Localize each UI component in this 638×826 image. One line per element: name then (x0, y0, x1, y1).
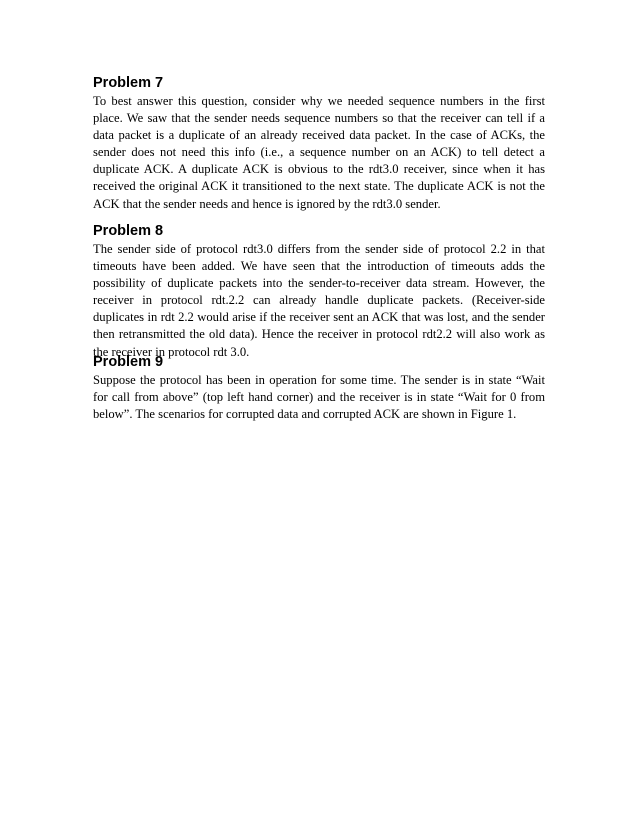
problem-8-text: The sender side of protocol rdt3.0 differs from the sender side of protocol 2.2 in that timeouts have been added. We have seen that the introduction of timeouts adds the possibility of duplicate packets into the sender-to-receiver data stream. However, the receiver in protocol rdt.2.2 can already handle duplicate packets. (Receiver-side duplicates in rdt 2.2 would arise if the receiver sent an ACK that was lost, and the sender then retransmitted the old data). Hence the receiver in protocol rdt2.2 will also work as the receiver in protocol rdt 3.0. (93, 242, 545, 359)
problem-9-text: Suppose the protocol has been in operation for some time. The sender is in state “Wait for call from above” (top left hand corner) and the receiver is in state “Wait for 0 from below”. The scenarios for corrupted data and corrupted ACK are shown in Figure 1. (93, 373, 545, 422)
problem-8-heading: Problem 8 (93, 223, 164, 239)
problem-7-section (93, 74, 545, 213)
problem-7-heading: Problem 7 (93, 75, 164, 91)
problem-9-section (93, 353, 545, 423)
problem-7-text: To best answer this question, consider why we needed sequence numbers in the first place. We saw that the sender needs sequence numbers so that the receiver can tell if a data packet is a duplicate of an already received data packet. In the case of ACKs, the sender does not need this info (i.e., a sequence number on an ACK) to tell detect a duplicate ACK. A duplicate ACK is obvious to the rdt3.0 receiver, since when it has received the original ACK it transitioned to the next state. The duplicate ACK is not the ACK that the sender needs and hence is ignored by the rdt3.0 sender. (93, 94, 545, 211)
problem-9-heading: Problem 9 (93, 354, 164, 370)
problem-8-section (93, 222, 545, 361)
